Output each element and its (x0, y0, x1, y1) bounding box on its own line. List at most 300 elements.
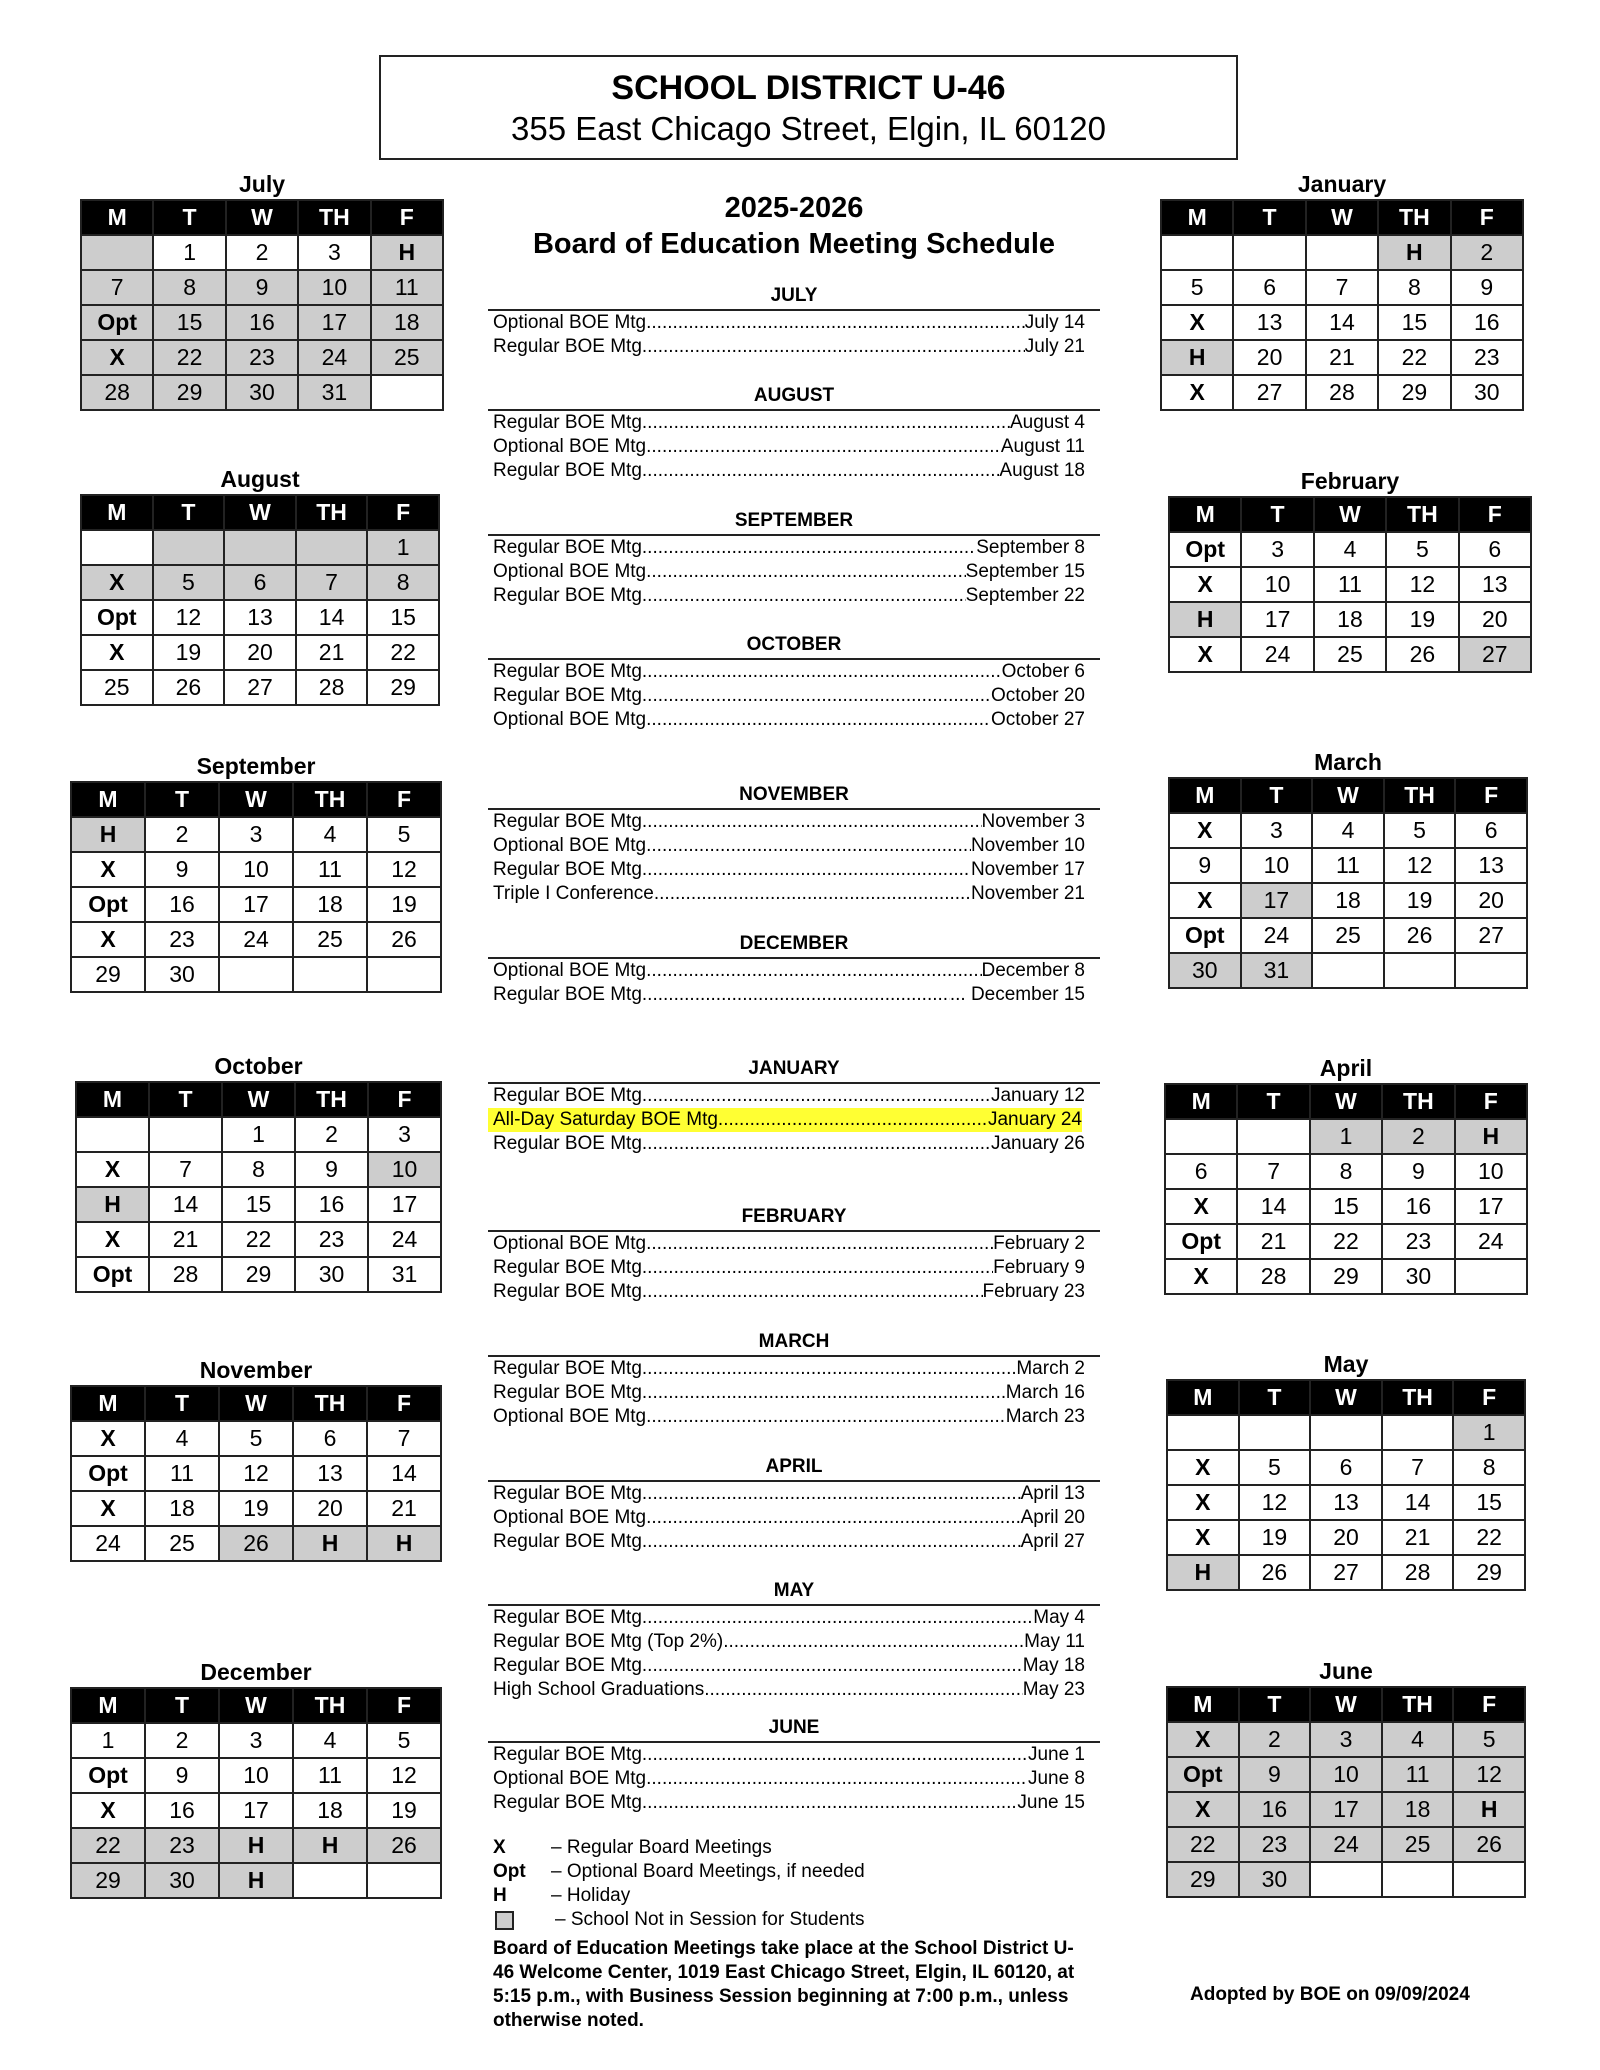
meeting-row (488, 1606, 1100, 1630)
week-row (71, 957, 441, 992)
dot-leader (642, 459, 1000, 483)
week-row (76, 1117, 441, 1152)
calendar-august (80, 465, 440, 706)
day-cell (1453, 1862, 1525, 1897)
meeting-type: Optional BOE Mtg (493, 312, 647, 333)
meeting-row (488, 1381, 1100, 1405)
day-cell: H (293, 1828, 367, 1863)
weekday-header: T (149, 1082, 222, 1117)
day-cell: 3 (1241, 532, 1313, 567)
day-cell: 29 (1453, 1555, 1525, 1590)
day-cell: 12 (1384, 848, 1456, 883)
meeting-date: May 23 (1022, 1679, 1085, 1700)
meeting-type: High School Graduations (493, 1679, 705, 1700)
section-heading: DECEMBER (488, 933, 1100, 959)
dot-leader (646, 1767, 1028, 1791)
day-cell: 14 (149, 1187, 222, 1222)
day-cell (1161, 235, 1233, 270)
day-cell: 7 (1237, 1154, 1309, 1189)
day-cell: 19 (367, 1793, 441, 1828)
meeting-type: Optional BOE Mtg (493, 1233, 647, 1254)
weekday-header: F (1455, 778, 1527, 813)
day-cell: H (1167, 1555, 1239, 1590)
day-cell: 18 (1312, 883, 1384, 918)
legend-text: – School Not in Session for Students (555, 1909, 865, 1930)
meeting-date: June 1 (1027, 1744, 1085, 1765)
meeting-type: Regular BOE Mtg (493, 1531, 642, 1552)
meeting-type: Optional BOE Mtg (493, 1507, 647, 1528)
dot-leader (642, 335, 1025, 359)
month-name: February (1300, 468, 1400, 494)
day-cell (367, 1863, 441, 1898)
day-cell: 30 (1451, 375, 1523, 410)
meeting-date: November 10 (970, 835, 1085, 856)
day-cell (81, 235, 153, 270)
day-cell: 13 (1459, 567, 1531, 602)
week-row (71, 1491, 441, 1526)
meeting-row (488, 1630, 1100, 1654)
meeting-date: December 8 (981, 960, 1085, 981)
meeting-date: May 18 (1022, 1655, 1085, 1676)
weekday-header: M (71, 1386, 145, 1421)
week-row (71, 1793, 441, 1828)
day-cell: 27 (1233, 375, 1305, 410)
day-cell: 10 (1455, 1154, 1527, 1189)
month-name: August (220, 466, 300, 492)
day-cell: 19 (1239, 1520, 1311, 1555)
day-cell: 17 (1310, 1792, 1382, 1827)
day-cell: 5 (1161, 270, 1233, 305)
meeting-type: Regular BOE Mtg (493, 1483, 642, 1504)
day-cell: 26 (1239, 1555, 1311, 1590)
day-cell: 7 (296, 565, 368, 600)
day-cell: 18 (145, 1491, 219, 1526)
day-cell (367, 957, 441, 992)
day-cell: 24 (298, 340, 370, 375)
day-cell: 5 (1384, 813, 1456, 848)
day-cell: H (1161, 340, 1233, 375)
weekday-header: M (1161, 200, 1233, 235)
meeting-row (488, 959, 1100, 983)
meeting-type: Optional BOE Mtg (493, 835, 647, 856)
month-name: June (1319, 1658, 1373, 1684)
day-cell: 9 (1451, 270, 1523, 305)
dot-leader (646, 708, 991, 732)
week-row (76, 1152, 441, 1187)
day-cell: H (71, 817, 145, 852)
day-cell: 21 (296, 635, 368, 670)
meeting-row (488, 1743, 1100, 1767)
day-cell: 9 (1169, 848, 1241, 883)
day-cell (81, 530, 153, 565)
day-cell: Opt (1169, 532, 1241, 567)
day-cell: H (219, 1863, 293, 1898)
week-row (1161, 305, 1523, 340)
day-cell: 27 (224, 670, 296, 705)
day-cell: 24 (1241, 637, 1313, 672)
week-row (1169, 883, 1527, 918)
meeting-row (488, 1767, 1100, 1791)
day-cell: 9 (1239, 1757, 1311, 1792)
weekday-header: TH (1382, 1380, 1454, 1415)
meeting-row (488, 660, 1100, 684)
day-cell: 31 (298, 375, 370, 410)
meeting-date: September 15 (965, 561, 1085, 582)
day-cell: X (76, 1222, 149, 1257)
weekday-header: T (1241, 497, 1313, 532)
legend-key: Opt (493, 1861, 526, 1882)
meeting-type: Regular BOE Mtg (493, 859, 642, 880)
section-heading: MAY (488, 1580, 1100, 1606)
weekday-header: W (226, 200, 298, 235)
day-cell: Opt (81, 305, 153, 340)
dot-leader (646, 1405, 1006, 1429)
calendar-may (1166, 1350, 1526, 1591)
day-cell: 17 (1455, 1189, 1527, 1224)
weekday-header: T (145, 1386, 219, 1421)
meeting-type: Regular BOE Mtg (493, 685, 642, 706)
meeting-row (488, 810, 1100, 834)
day-cell: 12 (1453, 1757, 1525, 1792)
day-cell: 23 (226, 340, 298, 375)
day-cell: X (81, 565, 153, 600)
weekday-header: M (1167, 1687, 1239, 1722)
day-cell (224, 530, 296, 565)
dot-leader (654, 882, 971, 906)
day-cell: 10 (1241, 848, 1313, 883)
day-cell (296, 530, 368, 565)
weekday-header: F (367, 1386, 441, 1421)
day-cell: 22 (1378, 340, 1450, 375)
day-cell: X (1167, 1520, 1239, 1555)
day-cell: 7 (1382, 1450, 1454, 1485)
section-heading: OCTOBER (488, 634, 1100, 660)
day-cell: 31 (368, 1257, 441, 1292)
day-cell: 12 (219, 1456, 293, 1491)
schedule-section-february (488, 1206, 1100, 1304)
weekday-header: F (1453, 1687, 1525, 1722)
day-cell: H (1453, 1792, 1525, 1827)
day-cell: 17 (1241, 883, 1313, 918)
day-cell: 3 (1241, 813, 1313, 848)
day-cell: 1 (71, 1723, 145, 1758)
day-cell: 1 (1310, 1119, 1382, 1154)
week-row (1169, 848, 1527, 883)
weekday-header: F (1455, 1084, 1527, 1119)
meeting-type: Optional BOE Mtg (493, 1406, 647, 1427)
dot-leader (642, 584, 966, 608)
day-cell (1237, 1119, 1309, 1154)
day-cell: 26 (1386, 637, 1458, 672)
week-row (1167, 1415, 1525, 1450)
meeting-type: Regular BOE Mtg (493, 1382, 642, 1403)
schedule-section-april (488, 1456, 1100, 1554)
day-cell: X (81, 635, 153, 670)
weekday-header: W (1306, 200, 1378, 235)
meeting-row (488, 411, 1100, 435)
week-row (1167, 1485, 1525, 1520)
meeting-row (488, 311, 1100, 335)
weekday-header: F (367, 782, 441, 817)
day-cell (1306, 235, 1378, 270)
dot-leader (646, 311, 1025, 335)
meeting-row (488, 459, 1100, 483)
week-row (1167, 1757, 1525, 1792)
meeting-type: Regular BOE Mtg (493, 661, 642, 682)
dot-leader (642, 1606, 1033, 1630)
day-cell: H (76, 1187, 149, 1222)
legend-text: – Holiday (551, 1885, 631, 1906)
day-cell: 30 (1239, 1862, 1311, 1897)
schedule-section-may (488, 1580, 1100, 1702)
meeting-type: Triple I Conference (493, 883, 654, 904)
meeting-date: August 4 (1010, 412, 1085, 433)
day-cell: X (1161, 375, 1233, 410)
gray-square-icon (495, 1911, 514, 1930)
day-cell (1384, 953, 1456, 988)
day-cell: 15 (1378, 305, 1450, 340)
calendar-march (1168, 748, 1528, 989)
day-cell: H (1455, 1119, 1527, 1154)
day-cell: 2 (295, 1117, 368, 1152)
month-name: December (200, 1659, 312, 1685)
day-cell: 8 (1310, 1154, 1382, 1189)
day-cell: 19 (367, 887, 441, 922)
day-cell: 16 (145, 1793, 219, 1828)
week-row (1169, 953, 1527, 988)
meeting-type: Regular BOE Mtg (493, 984, 642, 1005)
week-row (76, 1257, 441, 1292)
day-cell (1455, 953, 1527, 988)
dot-leader (642, 1530, 1021, 1554)
day-cell: 23 (295, 1222, 368, 1257)
day-cell: 18 (371, 305, 443, 340)
day-cell: 12 (367, 852, 441, 887)
day-cell: 10 (368, 1152, 441, 1187)
day-cell: 3 (219, 1723, 293, 1758)
meeting-schedule (488, 190, 1100, 1813)
day-cell: 6 (1165, 1154, 1237, 1189)
day-cell: 14 (296, 600, 368, 635)
week-row (81, 270, 443, 305)
week-row (71, 1758, 441, 1793)
day-cell: 15 (367, 600, 439, 635)
day-cell: 13 (1455, 848, 1527, 883)
meeting-type: Regular BOE Mtg (Top 2%) (493, 1631, 724, 1652)
day-cell: 16 (295, 1187, 368, 1222)
weekday-header: W (1310, 1687, 1382, 1722)
day-cell: 10 (1241, 567, 1313, 602)
day-cell: 16 (1239, 1792, 1311, 1827)
weekday-header: T (1239, 1380, 1311, 1415)
meeting-type: Optional BOE Mtg (493, 561, 647, 582)
month-name: May (1323, 1351, 1369, 1377)
day-cell: 27 (1310, 1555, 1382, 1590)
day-cell: H (293, 1526, 367, 1561)
meeting-date: March 2 (1016, 1358, 1085, 1379)
day-cell: 19 (153, 635, 225, 670)
meeting-type: Optional BOE Mtg (493, 960, 647, 981)
weekday-header: M (71, 1688, 145, 1723)
day-cell: 28 (81, 375, 153, 410)
day-cell: 19 (1384, 883, 1456, 918)
day-cell: 8 (1453, 1450, 1525, 1485)
week-row (81, 635, 439, 670)
day-cell: H (1378, 235, 1450, 270)
week-row (71, 817, 441, 852)
weekday-header: M (1169, 778, 1241, 813)
meeting-date: March 16 (1005, 1382, 1085, 1403)
day-cell: 7 (1306, 270, 1378, 305)
meeting-date: November 21 (970, 883, 1085, 904)
week-row (1165, 1224, 1527, 1259)
meeting-date: February 9 (993, 1257, 1085, 1278)
day-cell: 9 (145, 852, 219, 887)
weekday-header: TH (1382, 1084, 1454, 1119)
meeting-date: September 22 (965, 585, 1085, 606)
week-row (1167, 1792, 1525, 1827)
meeting-date: November 3 (981, 811, 1085, 832)
weekday-header: TH (1378, 200, 1450, 235)
day-cell: 22 (367, 635, 439, 670)
meeting-type: Regular BOE Mtg (493, 1257, 642, 1278)
dot-leader (642, 1791, 1017, 1815)
weekday-header: W (1310, 1380, 1382, 1415)
day-cell: 7 (81, 270, 153, 305)
meeting-row (488, 1506, 1100, 1530)
calendar-november (70, 1356, 442, 1562)
day-cell: X (1167, 1485, 1239, 1520)
day-cell: 26 (219, 1526, 293, 1561)
day-cell: 22 (71, 1828, 145, 1863)
week-row (71, 887, 441, 922)
section-heading: APRIL (488, 1456, 1100, 1482)
day-cell: 26 (367, 922, 441, 957)
day-cell: 11 (293, 852, 367, 887)
day-cell: X (1169, 883, 1241, 918)
meeting-row (488, 1791, 1100, 1815)
calendar-december (70, 1658, 442, 1899)
meeting-date: August 18 (999, 460, 1085, 481)
day-cell: 6 (224, 565, 296, 600)
district-address: 355 East Chicago Street, Elgin, IL 60120 (511, 110, 1106, 147)
weekday-header: T (1237, 1084, 1309, 1119)
day-cell: 24 (71, 1526, 145, 1561)
week-row (76, 1222, 441, 1257)
week-row (1165, 1119, 1527, 1154)
day-cell: 29 (1310, 1259, 1382, 1294)
day-cell: 21 (149, 1222, 222, 1257)
section-heading: AUGUST (488, 385, 1100, 411)
schedule-section-december (488, 933, 1100, 1007)
meeting-type: Optional BOE Mtg (493, 436, 647, 457)
day-cell: 22 (1167, 1827, 1239, 1862)
day-cell: 9 (295, 1152, 368, 1187)
meeting-type: Regular BOE Mtg (493, 1792, 642, 1813)
adopted-date: Adopted by BOE on 09/09/2024 (1190, 1984, 1470, 2005)
day-cell: 9 (226, 270, 298, 305)
day-cell: 16 (1382, 1189, 1454, 1224)
calendar-april (1164, 1054, 1528, 1295)
schedule-section-october (488, 634, 1100, 732)
day-cell: 20 (1310, 1520, 1382, 1555)
meeting-row (488, 1405, 1100, 1429)
weekday-header: TH (1384, 778, 1456, 813)
day-cell: 29 (71, 1863, 145, 1898)
weekday-header: TH (293, 1386, 367, 1421)
meeting-date: April 13 (1020, 1483, 1085, 1504)
day-cell: 10 (219, 1758, 293, 1793)
day-cell: 23 (1451, 340, 1523, 375)
meeting-date: November 17 (970, 859, 1085, 880)
day-cell: X (1167, 1722, 1239, 1757)
dot-leader (642, 1654, 1023, 1678)
day-cell: 30 (295, 1257, 368, 1292)
meeting-type: Regular BOE Mtg (493, 412, 642, 433)
calendar-october (75, 1052, 442, 1293)
day-cell: 8 (153, 270, 225, 305)
week-row (1167, 1555, 1525, 1590)
weekday-header: W (224, 495, 296, 530)
day-cell: 13 (1310, 1485, 1382, 1520)
day-cell: 7 (367, 1421, 441, 1456)
day-cell: 2 (1451, 235, 1523, 270)
day-cell: 18 (1382, 1792, 1454, 1827)
meeting-type: Regular BOE Mtg (493, 460, 642, 481)
day-cell: X (81, 340, 153, 375)
schedule-section-november (488, 784, 1100, 906)
day-cell: 15 (1310, 1189, 1382, 1224)
day-cell: 23 (1382, 1224, 1454, 1259)
day-cell: 22 (153, 340, 225, 375)
meeting-type: Regular BOE Mtg (493, 1655, 642, 1676)
schedule-section-march (488, 1331, 1100, 1429)
day-cell: 17 (1241, 602, 1313, 637)
month-name: March (1314, 749, 1382, 775)
meeting-type: Regular BOE Mtg (493, 811, 642, 832)
day-cell: 19 (219, 1491, 293, 1526)
weekday-header: F (368, 1082, 441, 1117)
day-cell: X (1161, 305, 1233, 340)
month-name: January (1297, 171, 1387, 197)
dot-leader (642, 1381, 1006, 1405)
day-cell: 14 (1237, 1189, 1309, 1224)
meeting-row (488, 1084, 1100, 1108)
day-cell: 1 (367, 530, 439, 565)
day-cell: 29 (153, 375, 225, 410)
dot-leader (646, 834, 971, 858)
day-cell: 23 (1239, 1827, 1311, 1862)
meeting-date: May 4 (1033, 1607, 1085, 1628)
day-cell: 19 (1386, 602, 1458, 637)
weekday-header: TH (1382, 1687, 1454, 1722)
meeting-row (488, 1280, 1100, 1304)
meeting-row (488, 335, 1100, 359)
weekday-header: F (1459, 497, 1531, 532)
meeting-row (488, 882, 1100, 906)
weekday-header: TH (293, 1688, 367, 1723)
meeting-type: Regular BOE Mtg (493, 336, 642, 357)
day-cell: 2 (1382, 1119, 1454, 1154)
weekday-header: TH (293, 782, 367, 817)
day-cell: 10 (219, 852, 293, 887)
day-cell: 5 (367, 817, 441, 852)
weekday-header: W (219, 1386, 293, 1421)
day-cell: 2 (145, 1723, 219, 1758)
week-row (1161, 270, 1523, 305)
day-cell: 23 (145, 1828, 219, 1863)
dot-leader (642, 983, 950, 1007)
